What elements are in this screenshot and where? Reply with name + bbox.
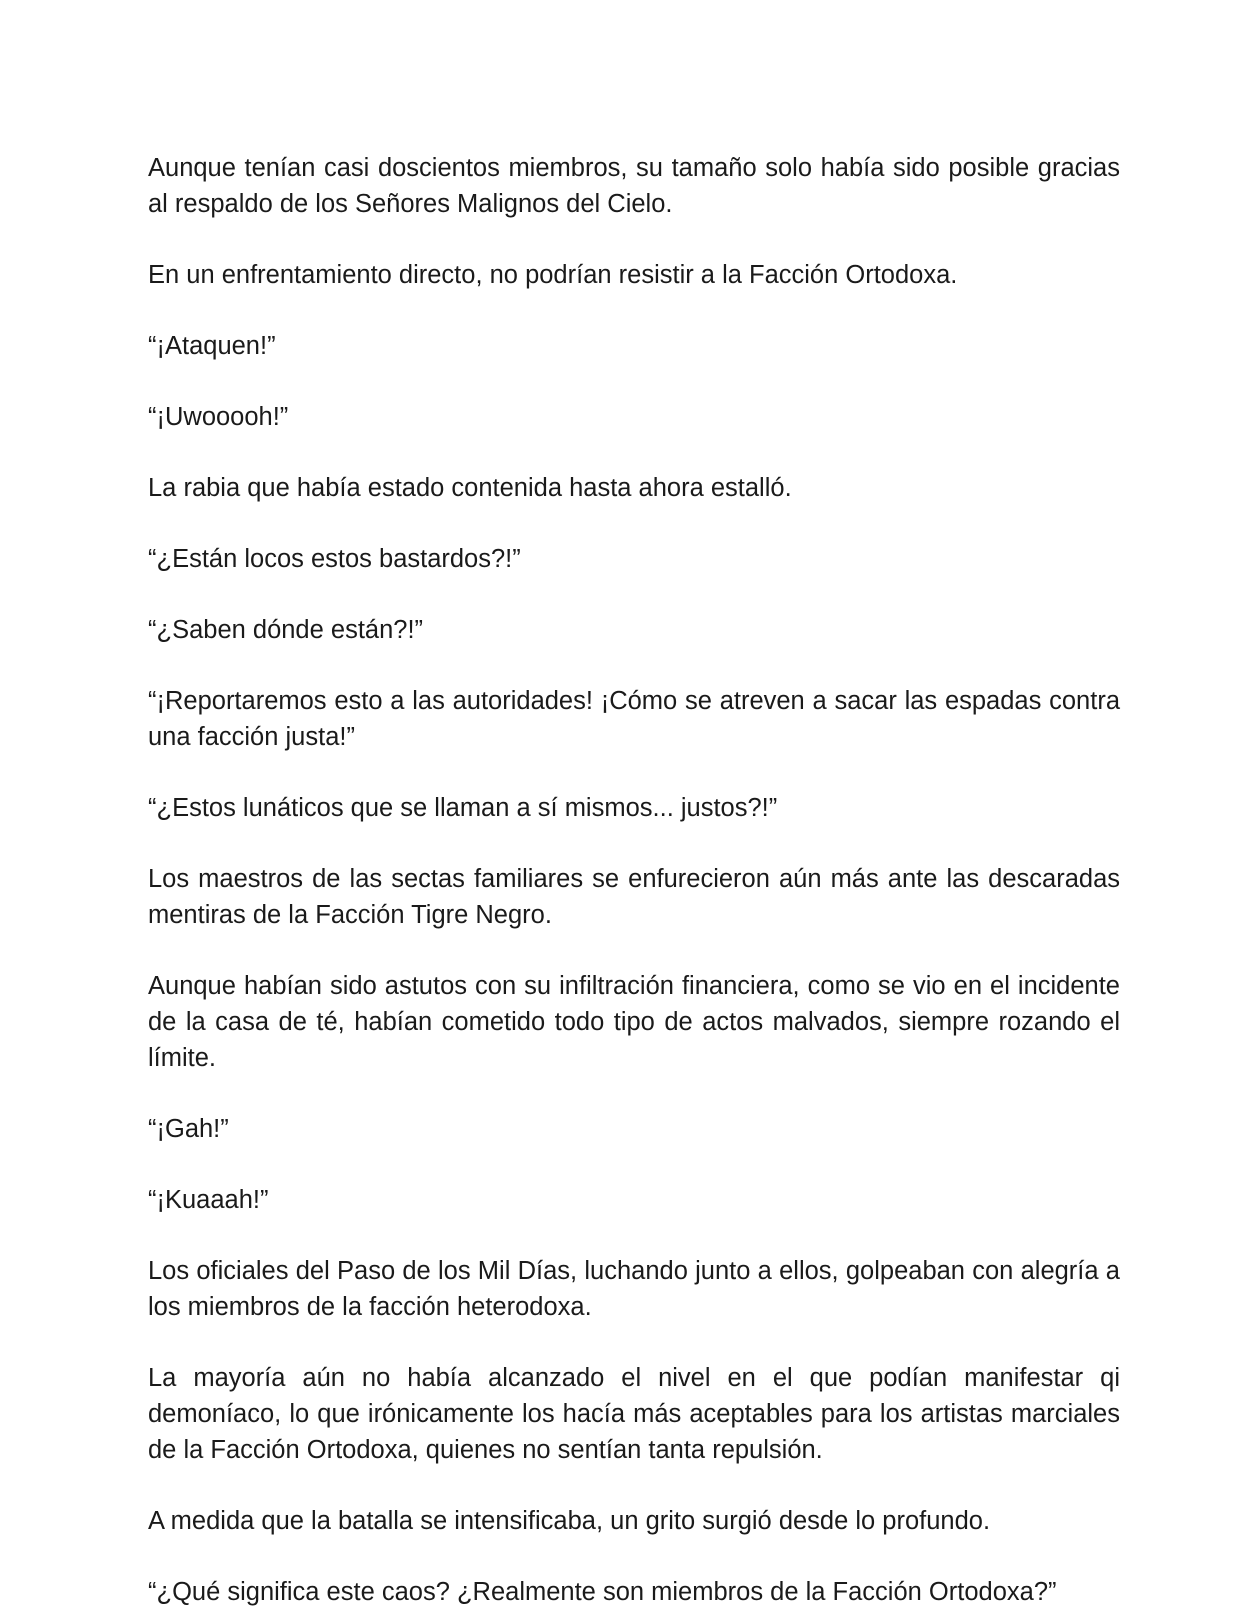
dialogue-line: “¡Reportaremos esto a las autoridades! ¡Cómo se atreven a sacar las espadas contra una facción justa!” [148, 687, 1120, 751]
paragraph: Los oficiales del Paso de los Mil Días, luchando junto a ellos, golpeaban con alegría a los miembros de la facción heterodoxa. [148, 1257, 1120, 1321]
dialogue-line: “¡Gah!” [148, 1115, 229, 1143]
paragraph: En un enfrentamiento directo, no podrían resistir a la Facción Ortodoxa. [148, 261, 958, 289]
paragraph: La rabia que había estado contenida hasta ahora estalló. [148, 474, 792, 502]
dialogue-line: “¿Están locos estos bastardos?!” [148, 545, 521, 573]
dialogue-line: “¡Uwooooh!” [148, 403, 289, 431]
paragraph: Los maestros de las sectas familiares se enfurecieron aún más ante las descaradas mentiras de la Facción Tigre Negro. [148, 865, 1120, 929]
paragraph: La mayoría aún no había alcanzado el nivel en el que podían manifestar qi demoníaco, lo que irónicamente los hacía más aceptables para los artistas marciales de la Facción Ortodoxa, quienes no sentían tanta repulsión. [148, 1364, 1120, 1464]
paragraph: Aunque tenían casi doscientos miembros, su tamaño solo había sido posible gracias al respaldo de los Señores Malignos del Cielo. [148, 154, 1120, 218]
document-body [148, 150, 1120, 1610]
dialogue-line: “¡Kuaaah!” [148, 1186, 269, 1214]
dialogue-line: “¿Qué significa este caos? ¿Realmente son miembros de la Facción Ortodoxa?” [148, 1578, 1057, 1606]
dialogue-line: “¡Ataquen!” [148, 332, 276, 360]
paragraph: Aunque habían sido astutos con su infiltración financiera, como se vio en el incidente de la casa de té, habían cometido todo tipo de actos malvados, siempre rozando el límite. [148, 972, 1120, 1072]
dialogue-line: “¿Estos lunáticos que se llaman a sí mismos... justos?!” [148, 794, 778, 822]
dialogue-line: “¿Saben dónde están?!” [148, 616, 424, 644]
paragraph: A medida que la batalla se intensificaba, un grito surgió desde lo profundo. [148, 1507, 991, 1535]
